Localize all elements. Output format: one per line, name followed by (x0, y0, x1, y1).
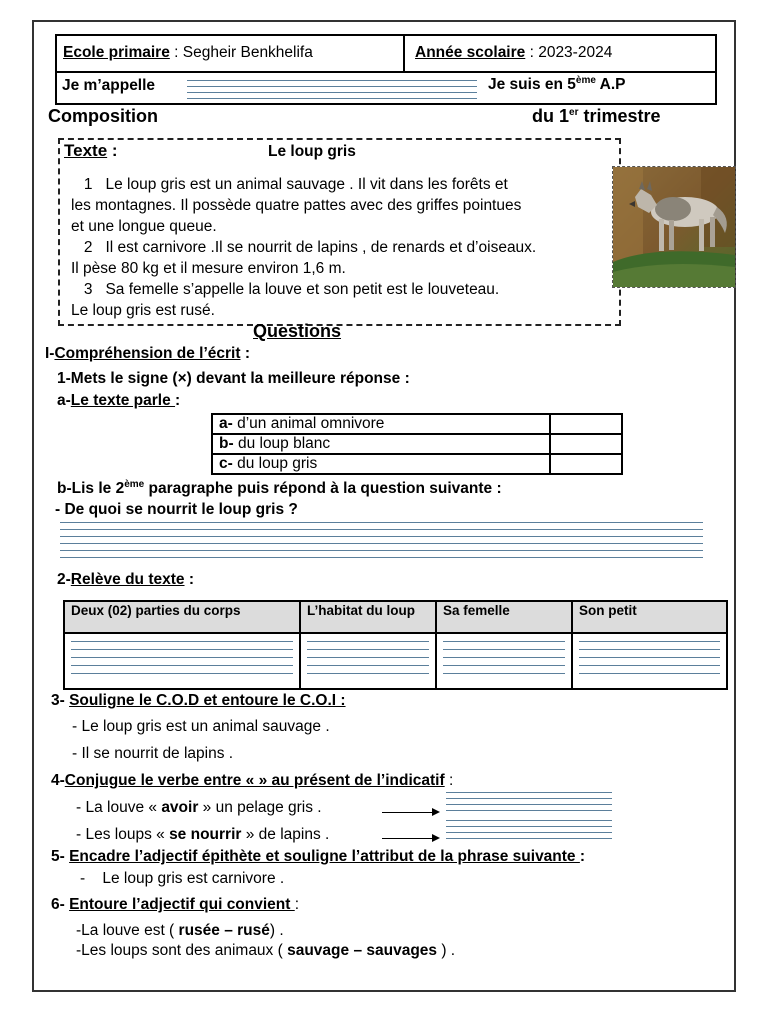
q2-col-header: Sa femelle (436, 601, 572, 633)
option-checkbox[interactable] (550, 454, 622, 474)
section1-heading (45, 345, 250, 363)
q2-label: Relève du texte (70, 571, 185, 588)
q6-s1-before: -La louve est ( (76, 922, 179, 939)
option-row (212, 414, 622, 434)
class-line (488, 76, 625, 94)
q4-suffix: : (444, 772, 454, 789)
q3-label: Souligne le C.O.D et entoure le C.O.I : (69, 692, 346, 709)
text-line: Il pèse 80 kg et il mesure environ 1,6 m. (71, 260, 346, 277)
class-sup: ème (575, 74, 596, 86)
q1b-suffix: paragraphe puis répond à la question suivante : (144, 480, 502, 497)
q5-heading (51, 848, 585, 866)
q4-item-verb: se nourrir (169, 826, 242, 843)
q4-label: Conjugue le verbe entre « » au présent de l’indicatif (64, 772, 445, 789)
arrow-icon (382, 838, 438, 839)
name-label: Je m’appelle (62, 77, 156, 94)
q6-suffix: : (294, 896, 300, 913)
class-prefix: Je suis en 5 (488, 76, 576, 93)
option-row (212, 434, 622, 454)
q1a-prefix: a- (57, 392, 71, 409)
text-line: 2 Il est carnivore .Il se nourrit de lapins , de renards et d’oiseaux. (71, 239, 537, 256)
option-label (212, 434, 550, 454)
q2-table (63, 600, 728, 690)
trimester-prefix: du 1 (532, 106, 570, 126)
text-title: Le loup gris (268, 143, 356, 160)
q3-sentence[interactable]: - Il se nourrit de lapins . (72, 745, 234, 762)
q5-sentence[interactable]: - Le loup gris est carnivore . (80, 870, 285, 887)
q2-col-header: Son petit (572, 601, 727, 633)
q4-item-after: » de lapins . (241, 826, 330, 843)
q6-sentence (76, 942, 455, 960)
q4-item-before: - Les loups « (76, 826, 170, 843)
q2-answer-cell[interactable] (436, 633, 572, 689)
option-checkbox[interactable] (550, 434, 622, 454)
school-line (63, 44, 313, 62)
q4-item-after: » un pelage gris . (198, 799, 322, 816)
q6-s1-after: ) . (269, 922, 284, 939)
option-checkbox[interactable] (550, 414, 622, 434)
year-value: : 2023-2024 (525, 44, 613, 61)
q2-heading (57, 571, 194, 589)
option-row (212, 454, 622, 474)
questions-heading: Questions (253, 321, 342, 341)
q2-answer-cell[interactable] (64, 633, 300, 689)
q2-answer-cell[interactable] (572, 633, 727, 689)
option-text: du loup gris (232, 455, 318, 472)
q1b-question: - De quoi se nourrit le loup gris ? (55, 501, 298, 518)
text-label: Texte (64, 141, 108, 160)
q1-title: 1-Mets le signe (×) devant la meilleure réponse : (57, 370, 410, 387)
q1b-prefix: b-Lis le 2 (57, 480, 125, 497)
text-line: 3 Sa femelle s’appelle la louve et son petit est le louveteau. (71, 281, 500, 298)
q2-answer-cell[interactable] (300, 633, 436, 689)
q2-prefix: 2- (57, 571, 71, 588)
option-text: d’un animal omnivore (232, 415, 385, 432)
q6-s2-after: ) . (437, 942, 456, 959)
q6-s2-before: -Les loups sont des animaux ( (76, 942, 288, 959)
composition-title: Composition (48, 106, 158, 126)
q1a-heading (57, 392, 180, 410)
answer-lines-q1b[interactable] (60, 522, 703, 563)
q5-label: Encadre l’adjectif épithète et souligne l’attribut de la phrase suivante (69, 848, 580, 865)
q6-heading (51, 896, 299, 914)
trimester-title (532, 106, 661, 127)
q4-item-verb: avoir (161, 799, 199, 816)
name-writing-lines[interactable] (187, 80, 477, 104)
option-letter: a- (219, 415, 233, 432)
section1-title: Compréhension de l’écrit (54, 345, 241, 362)
q6-prefix: 6- (51, 896, 70, 913)
q6-s2-choices[interactable]: sauvage – sauvages (287, 942, 438, 959)
trimester-suffix: trimestre (578, 106, 661, 126)
q5-prefix: 5- (51, 848, 70, 865)
q4-item-before: - La louve « (76, 799, 162, 816)
class-suffix: A.P (595, 76, 626, 93)
text-line: les montagnes. Il possède quatre pattes avec des griffes pointues (71, 197, 522, 214)
q4-answer-lines[interactable] (446, 820, 612, 844)
year-line (415, 44, 612, 62)
year-label: Année scolaire (415, 44, 526, 61)
text-line: Le loup gris est rusé. (71, 302, 215, 319)
text-label-suffix: : (107, 141, 118, 160)
q3-sentence[interactable]: - Le loup gris est un animal sauvage . (72, 718, 330, 735)
arrow-icon (382, 812, 438, 813)
section1-suffix: : (240, 345, 250, 362)
q2-col-header: Deux (02) parties du corps (64, 601, 300, 633)
school-label: Ecole primaire (63, 44, 170, 61)
q1a-suffix: : (175, 392, 181, 409)
option-letter: b- (219, 435, 234, 452)
option-label (212, 414, 550, 434)
trimester-sup: er (569, 107, 579, 118)
q4-prefix: 4- (51, 772, 65, 789)
option-text: du loup blanc (233, 435, 331, 452)
q4-heading (51, 772, 453, 790)
q3-heading (51, 692, 346, 710)
text-line: et une longue queue. (71, 218, 217, 235)
q2-suffix: : (184, 571, 194, 588)
q6-label: Entoure l’adjectif qui convient (69, 896, 295, 913)
school-value: : Segheir Benkhelifa (169, 44, 313, 61)
q2-col-header: L’habitat du loup (300, 601, 436, 633)
wolf-photo (612, 166, 736, 288)
options-table (211, 413, 623, 475)
option-letter: c- (219, 455, 233, 472)
option-label (212, 454, 550, 474)
text-label-line (64, 141, 118, 161)
text-line: 1 Le loup gris est un animal sauvage . Il vit dans les forêts et (71, 176, 508, 193)
q1a-label: Le texte parle (70, 392, 176, 409)
q3-prefix: 3- (51, 692, 70, 709)
section1-prefix: I- (45, 345, 55, 362)
q1b-heading (57, 480, 502, 498)
text-body (71, 174, 536, 321)
q4-answer-lines[interactable] (446, 792, 612, 816)
q4-item (76, 826, 329, 844)
q4-item (76, 799, 322, 817)
q5-suffix: : (579, 848, 586, 865)
q1b-sup: ème (124, 478, 145, 490)
q6-s1-choices[interactable]: rusée – rusé (178, 922, 270, 939)
q6-sentence (76, 922, 284, 940)
